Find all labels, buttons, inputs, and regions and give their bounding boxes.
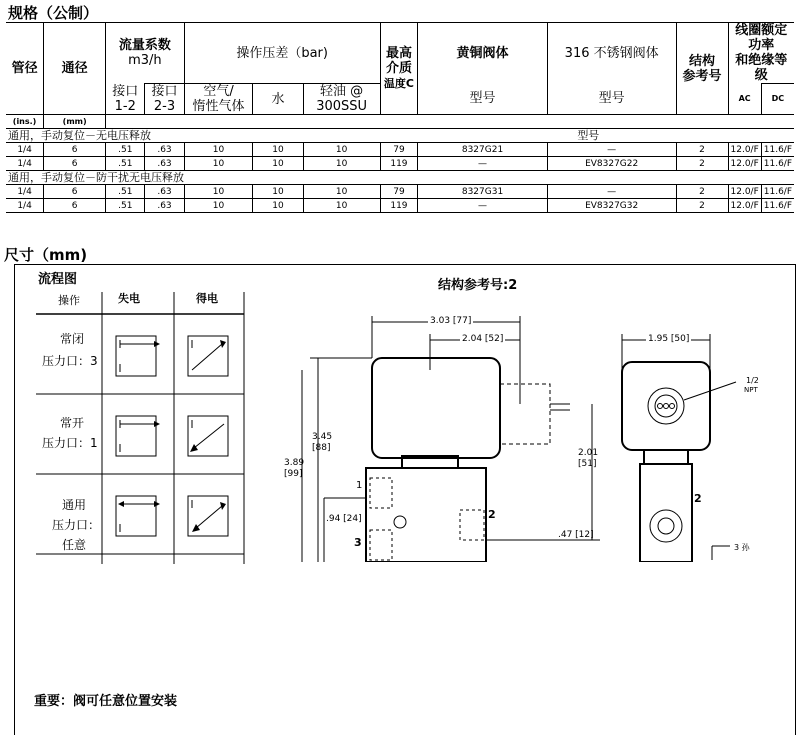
hdr-ss: 316 不锈钢阀体	[547, 23, 676, 84]
dim-3-45: 3.45	[312, 432, 333, 442]
front-port-3: 3 孙	[734, 543, 750, 552]
npt-label: 1/2	[746, 376, 759, 385]
dim-3-89: 3.89	[284, 458, 305, 468]
dim-3-03: 3.03 [77]	[430, 316, 472, 326]
table-row: 1/4 6 .51 .63 10 10 10 79 8327G21 — 2 12.0/F 11.6/F	[6, 143, 794, 157]
front-port-2: 2	[694, 492, 702, 505]
port-1-label: 1	[356, 480, 363, 491]
struct-title: 结构参考号:2	[438, 278, 518, 293]
hdr-struct: 结构 参考号	[676, 23, 728, 115]
flow-univ-label: 通用	[62, 498, 87, 512]
flow-op-label: 操作	[58, 294, 80, 307]
spec-title: 规格（公制）	[8, 4, 99, 22]
flow-univ-port: 压力口：	[52, 518, 101, 532]
hdr-port23: 接口 2-3	[145, 84, 184, 115]
npt-label-2: NPT	[744, 386, 758, 394]
hdr-bore: 通径	[44, 23, 106, 115]
flow-no-label: 常开	[60, 416, 85, 430]
flow-nc-port: 压力口：3	[42, 354, 98, 368]
flow-de-label: 失电	[118, 292, 140, 305]
hdr-ins: (ins.)	[6, 115, 44, 129]
hdr-mm: (mm)	[44, 115, 106, 129]
dim-2-01-mm: [51]	[578, 459, 597, 469]
section-1-model: 型号	[547, 129, 794, 143]
hdr-port12: 接口 1-2	[106, 84, 145, 115]
dim-2-04: 2.04 [52]	[462, 334, 504, 344]
hdr-flow: 流量系数 m3/h	[106, 23, 184, 84]
dim-0-94: .94 [24]	[326, 514, 362, 524]
hdr-oil: 轻油 @ 300SSU	[303, 84, 380, 115]
dim-3-45-mm: [88]	[312, 443, 331, 453]
port-2-label: 2	[488, 508, 496, 521]
hdr-ss-model: 型号	[547, 84, 676, 115]
port-3-label: 3	[354, 536, 362, 549]
hdr-pressure: 操作压差（bar)	[184, 23, 380, 84]
table-row: 1/4 6 .51 .63 10 10 10 79 8327G31 — 2 12.0/F 11.6/F	[6, 185, 794, 199]
flow-nc-label: 常闭	[60, 332, 85, 346]
spec-table	[6, 22, 794, 213]
hdr-coil: 线圈额定功率 和绝缘等级	[728, 23, 794, 84]
hdr-water: 水	[253, 84, 303, 115]
table-row: 1/4 6 .51 .63 10 10 10 119 — EV8327G22 2 12.0/F 11.6/F	[6, 157, 794, 171]
section-2-label: 通用，手动复位－防干扰无电压释放	[6, 171, 794, 185]
table-row: 1/4 6 .51 .63 10 10 10 119 — EV8327G32 2 12.0/F 11.6/F	[6, 199, 794, 213]
dims-title: 尺寸（mm)	[4, 246, 88, 264]
flow-univ-any: 任意	[62, 538, 87, 552]
flow-no-port: 压力口：1	[42, 436, 98, 450]
section-1-label: 通用，手动复位－无电压释放	[6, 129, 547, 143]
hdr-max-temp: 最高 介质 温度C	[380, 23, 418, 115]
hdr-ac: AC	[728, 84, 761, 115]
hdr-brass: 黄铜阀体	[418, 23, 548, 84]
hdr-dc: DC	[761, 84, 794, 115]
dim-3-89-mm: [99]	[284, 469, 303, 479]
install-note: 重要：阀可任意位置安装	[34, 694, 178, 709]
flow-en-label: 得电	[196, 292, 218, 305]
flow-title: 流程图	[38, 272, 78, 287]
dim-1-95: 1.95 [50]	[648, 334, 690, 344]
hdr-brass-model: 型号	[418, 84, 548, 115]
hdr-air: 空气/ 惰性气体	[184, 84, 253, 115]
dim-0-47: .47 [12]	[558, 530, 594, 540]
dim-2-01: 2.01	[578, 448, 599, 458]
hdr-pipe: 管径	[6, 23, 44, 115]
front-view-drawing	[610, 330, 790, 562]
